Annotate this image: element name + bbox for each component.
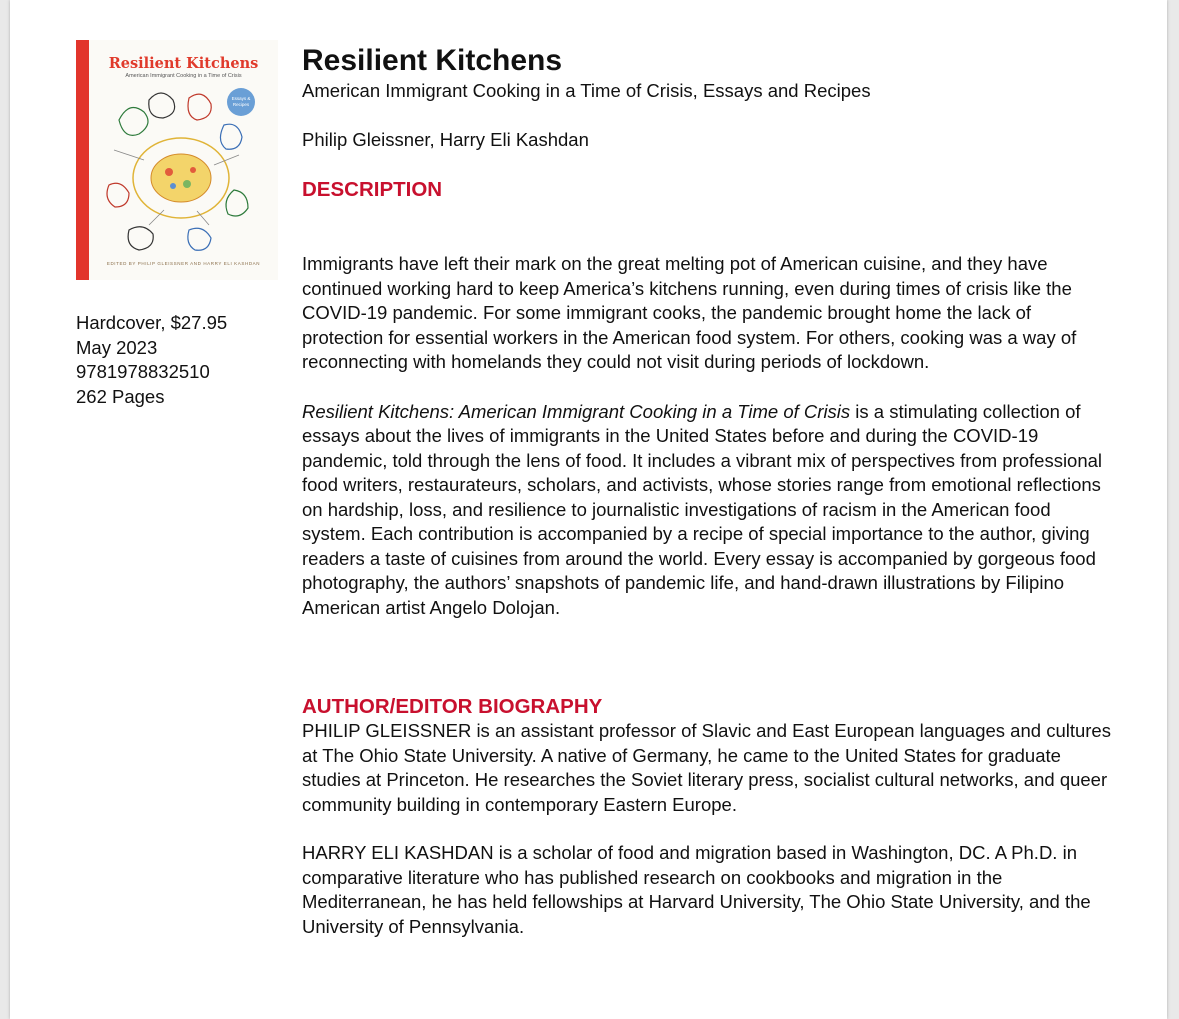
description-heading: DESCRIPTION: [302, 178, 443, 201]
cover-subtitle: American Immigrant Cooking in a Time of Crisis: [125, 73, 242, 79]
main-content: [302, 44, 1112, 939]
book-meta: [76, 311, 227, 409]
biography-paragraph-2: HARRY ELI KASHDAN is a scholar of food and migration based in Washington, DC. A Ph.D. in comparative literature who has published research on cookbooks and migration in the Mediterranean, he has held fellowships at Harvard University, The Ohio State University, and the University of Pennsylvania.: [302, 842, 1091, 937]
cover-badge: Essays & Recipes: [227, 88, 255, 116]
publication-date: May 2023: [76, 336, 158, 358]
document-page: [10, 0, 1167, 1019]
isbn: 9781978832510: [76, 361, 210, 382]
book-title: Resilient Kitchens: [302, 44, 563, 77]
book-title-italic: Resilient Kitchens: American Immigrant Cooking in a Time of Crisis: [302, 400, 851, 422]
biography-heading: AUTHOR/EDITOR BIOGRAPHY: [302, 695, 603, 718]
book-subtitle: American Immigrant Cooking in a Time of Crisis, Essays and Recipes: [302, 80, 871, 101]
description-paragraph-2: [302, 400, 1112, 621]
biography-paragraph-1: PHILIP GLEISSNER is an assistant professor of Slavic and East European languages and cultures at The Ohio State University. A native of Germany, he came to the United States for graduate studies at Princeton. He researches the Soviet literary press, socialist cultural networks, and queer community building in contemporary Eastern Europe.: [302, 720, 1111, 815]
cover-spine: [76, 40, 89, 280]
page-count: 262 Pages: [76, 385, 165, 407]
book-cover: [76, 40, 278, 280]
format-price: Hardcover, $27.95: [76, 312, 228, 333]
cover-editors: EDITED BY PHILIP GLEISSNER AND HARRY ELI KASHDAN: [106, 261, 261, 266]
description-paragraph-1: Immigrants have left their mark on the great melting pot of American cuisine, and they have continued working hard to keep America’s kitchens running, even during times of crisis like the COVID-19 pandemic. For some immigrant cooks, the pandemic brought home the lack of protection for essential workers in the American food system. For others, cooking was a way of reconnecting with homelands they could not visit during periods of lockdown.: [302, 253, 1077, 372]
cover-title: Resilient Kitchens: [108, 55, 259, 72]
book-authors: Philip Gleissner, Harry Eli Kashdan: [302, 129, 589, 150]
description-paragraph-2-text: is a stimulating collection of essays about the lives of immigrants in the United States before and during the COVID-19 pandemic, told through the lens of food. It includes a vibrant mix of perspectives from professional food writers, restaurateurs, scholars, and activists, whose stories range from emotional reflections on hardship, loss, and resilience to journalistic investigations of racism in the American food system. Each contribution is accompanied by a recipe of special importance to the author, giving readers a taste of cuisines from around the world. Every essay is accompanied by gorgeous food photography, the authors’ snapshots of pandemic life, and hand-drawn illustrations by Filipino American artist Angelo Dolojan.: [302, 400, 1103, 618]
